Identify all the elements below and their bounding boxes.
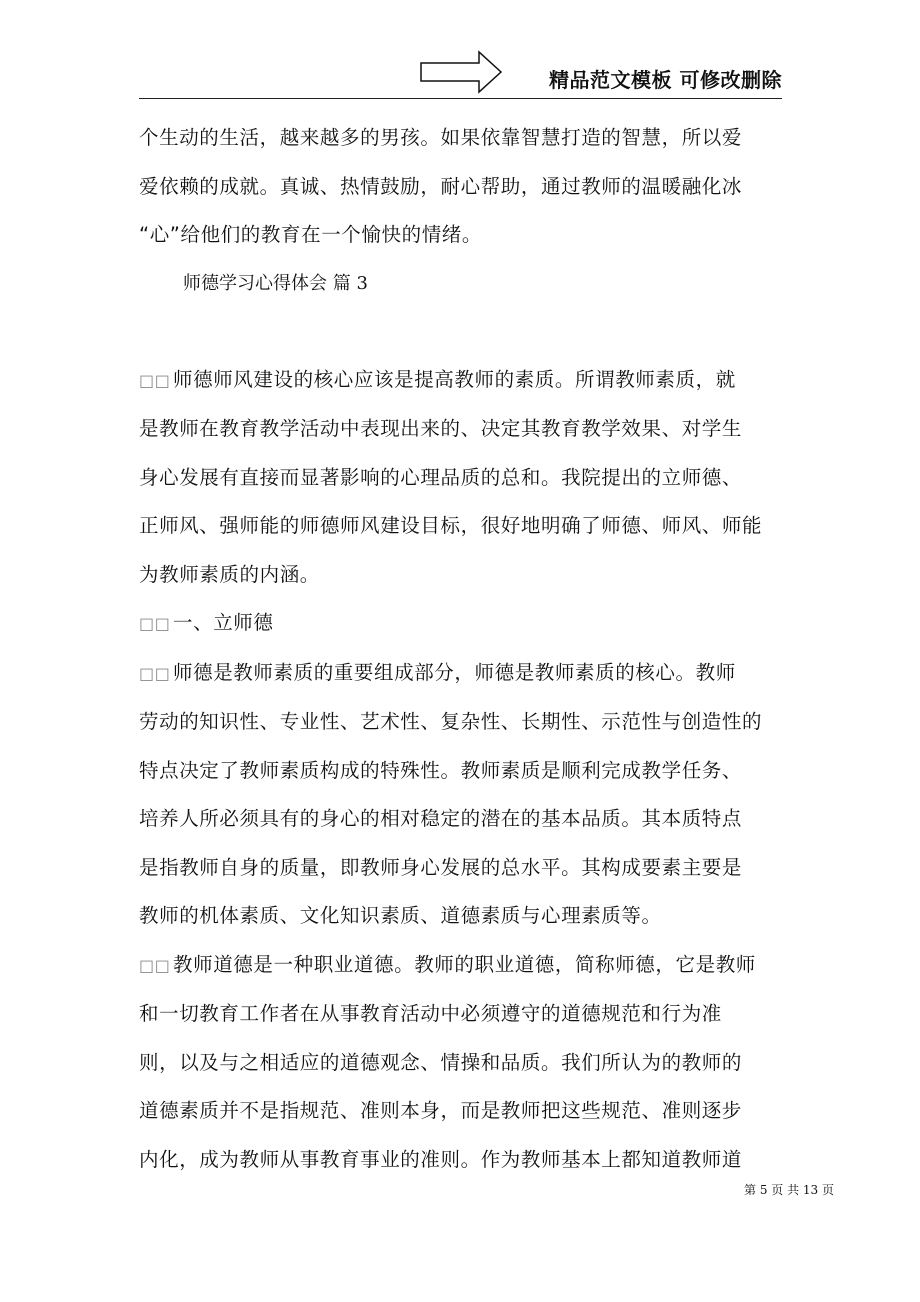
paragraph-line: 个生动的生活，越来越多的男孩。如果依靠智慧打造的智慧，所以爱 [139, 126, 743, 149]
subheading: □□ 一、立师德 [139, 599, 784, 649]
indent-mark: □□ [139, 663, 171, 683]
paragraph-line: 身心发展有直接而显著影响的心理品质的总和。我院提出的立师德、 [139, 465, 743, 489]
paragraph-line: 教师的机体素质、文化知识素质、道德素质与心理素质等。 [139, 904, 662, 927]
paragraph-line: “心”给他们的教育在一个愉快的情绪。 [139, 223, 483, 246]
paragraph-line: 劳动的知识性、专业性、艺术性、复杂性、长期性、示范性与创造性的 [139, 710, 763, 733]
indent-mark: □□ [139, 614, 171, 633]
header-title: 精品范文模板 可修改删除 [549, 68, 782, 92]
paragraph-line: □□ 师德师风建设的核心应该是提高教师的素质。所谓教师素质，就 [139, 356, 784, 406]
paragraph-line: 和一切教育工作者在从事教育活动中必须遵守的道德规范和行为准 [139, 1002, 722, 1025]
paragraph-line: 是指教师自身的质量，即教师身心发展的总水平。其构成要素主要是 [139, 855, 743, 879]
right-arrow-icon [419, 50, 503, 94]
page-header [139, 50, 782, 99]
paragraph-line: 爱依赖的成就。真诚、热情鼓励，耐心帮助，通过教师的温暖融化冰 [139, 174, 743, 198]
paragraph-line: □□ 师德是教师素质的重要组成部分，师德是教师素质的核心。教师 [139, 649, 784, 699]
indent-mark: □□ [139, 955, 171, 975]
paragraph-line: 道德素质并不是指规范、准则本身，而是教师把这些规范、准则逐步 [139, 1099, 743, 1122]
paragraph-line: 培养人所必须具有的身心的相对稳定的潜在的基本品质。其本质特点 [139, 807, 743, 830]
paragraph-line: 为教师素质的内涵。 [139, 562, 320, 586]
paragraph-line: 特点决定了教师素质构成的特殊性。教师素质是顺利完成教学任务、 [139, 758, 743, 782]
paragraph-line: 是教师在教育教学活动中表现出来的、决定其教育教学效果、对学生 [139, 417, 743, 440]
paragraph-line: 内化，成为教师从事教育事业的准则。作为教师基本上都知道教师道 [139, 1147, 743, 1171]
indent-mark: □□ [139, 370, 171, 390]
paragraph-line: 则，以及与之相适应的道德观念、情操和品质。我们所认为的教师的 [139, 1050, 743, 1074]
page-number: 第 5 页 共 13 页 [744, 1183, 834, 1197]
document-body [139, 114, 784, 1184]
section-title: 师德学习心得体会 篇 3 [183, 272, 368, 294]
paragraph-line: □□ 教师道德是一种职业道德。教师的职业道德，简称师德，它是教师 [139, 941, 784, 991]
paragraph-line: 正师风、强师能的师德师风建设目标，很好地明确了师德、师风、师能 [139, 514, 763, 537]
spacer [139, 308, 784, 356]
